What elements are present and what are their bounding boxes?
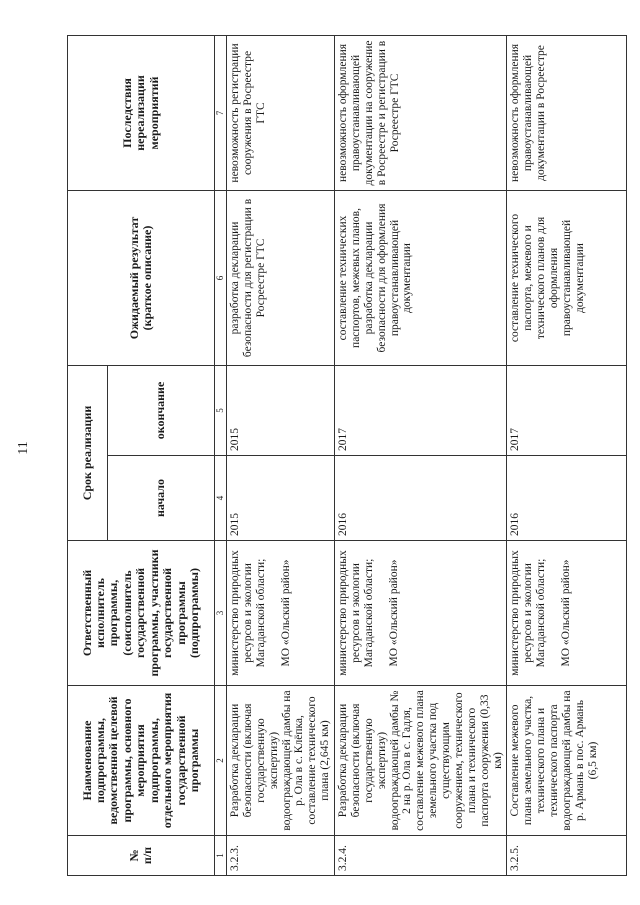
end-year: 2017 [507, 365, 627, 455]
header-num: № п/п [68, 836, 215, 876]
activity-name: Составление межевого плана земельного участка, технического плана и технического паспорта водоограждающей дамбы на р. Армань в пос. Армань (6,5 км) [507, 686, 627, 836]
program-activities-table [67, 35, 627, 876]
start-year: 2016 [507, 456, 627, 541]
consequences: невозможность оформления правоустанавливающей документации на сооружение в Росреестре и регистрации в Росреестре ГТС [335, 35, 507, 190]
column-number: 5 [215, 365, 227, 455]
column-number: 7 [215, 35, 227, 190]
expected-result: составление технического паспорта, межевого и технического планов для оформления правоустанавливающей документации [507, 190, 627, 365]
column-number: 1 [215, 836, 227, 876]
responsible-ministry: министерство природных ресурсов и экологии Магаданской области; [337, 550, 375, 676]
column-number: 2 [215, 686, 227, 836]
responsible-cell [227, 541, 335, 686]
header-result: Ожидаемый результат (краткое описание) [68, 190, 215, 365]
responsible-municipality: МО «Ольский район» [560, 559, 572, 667]
end-year: 2017 [335, 365, 507, 455]
start-year: 2016 [335, 456, 507, 541]
table-row [335, 35, 507, 875]
activity-name: Разработка декларации безопасности (включая государственную экспертизу) водоограждающей дамбы № 2 на р. Ола в с. Гадля, составление межевого плана земельного участка под существующим сооружением, технического плана и технического паспорта сооружения (0,33 км) [335, 686, 507, 836]
column-number: 4 [215, 456, 227, 541]
header-start: начало [108, 456, 215, 541]
header-consequences: Последствия нереализации мероприятий [68, 35, 215, 190]
expected-result: составление технических паспортов, межевых планов, разработка декларации безопасности для оформления правоустанавливающей документации [335, 190, 507, 365]
consequences: невозможность регистрации сооружения в Росреестре ГТС [227, 35, 335, 190]
table-row [507, 35, 627, 875]
responsible-cell [507, 541, 627, 686]
responsible-cell [335, 541, 507, 686]
header-period: Срок реализации [68, 365, 108, 540]
start-year: 2015 [227, 456, 335, 541]
header-responsible: Ответственный исполнитель программы, (соисполнитель государственной программы, участники государственной программы (подпрограммы) [68, 541, 215, 686]
responsible-ministry: министерство природных ресурсов и экологии Магаданской области; [509, 550, 548, 676]
row-number: 3.2.5. [507, 836, 627, 876]
column-number: 6 [215, 190, 227, 365]
header-end: окончание [108, 365, 215, 455]
page-number: 11 [16, 441, 31, 455]
activity-name: Разработка декларации безопасности (включая государственную экспертизу) водоограждающей дамбы на р. Ола в с. Клёпка, составление технического плана (2,645 км) [227, 686, 335, 836]
table-row [227, 35, 335, 875]
expected-result: разработка декларации безопасности для регистрации в Росреестре ГТС [227, 190, 335, 365]
responsible-municipality: МО «Ольский район» [387, 559, 400, 667]
column-number-row [215, 35, 227, 875]
responsible-ministry: министерство природных ресурсов и экологии Магаданской области; [229, 550, 267, 676]
row-number: 3.2.4. [335, 836, 507, 876]
column-number: 3 [215, 541, 227, 686]
row-number: 3.2.3. [227, 836, 335, 876]
end-year: 2015 [227, 365, 335, 455]
responsible-municipality: МО «Ольский район» [279, 559, 292, 667]
header-row-top [68, 35, 108, 875]
header-name: Наименование подпрограммы, ведомственной целевой программы, основного мероприятия подпрограммы, отдельного мероприятия государственной программы [68, 686, 215, 836]
consequences: невозможность оформления правоустанавливающей документации в Росреестре [507, 35, 627, 190]
rotated-table-wrapper [67, 36, 622, 876]
